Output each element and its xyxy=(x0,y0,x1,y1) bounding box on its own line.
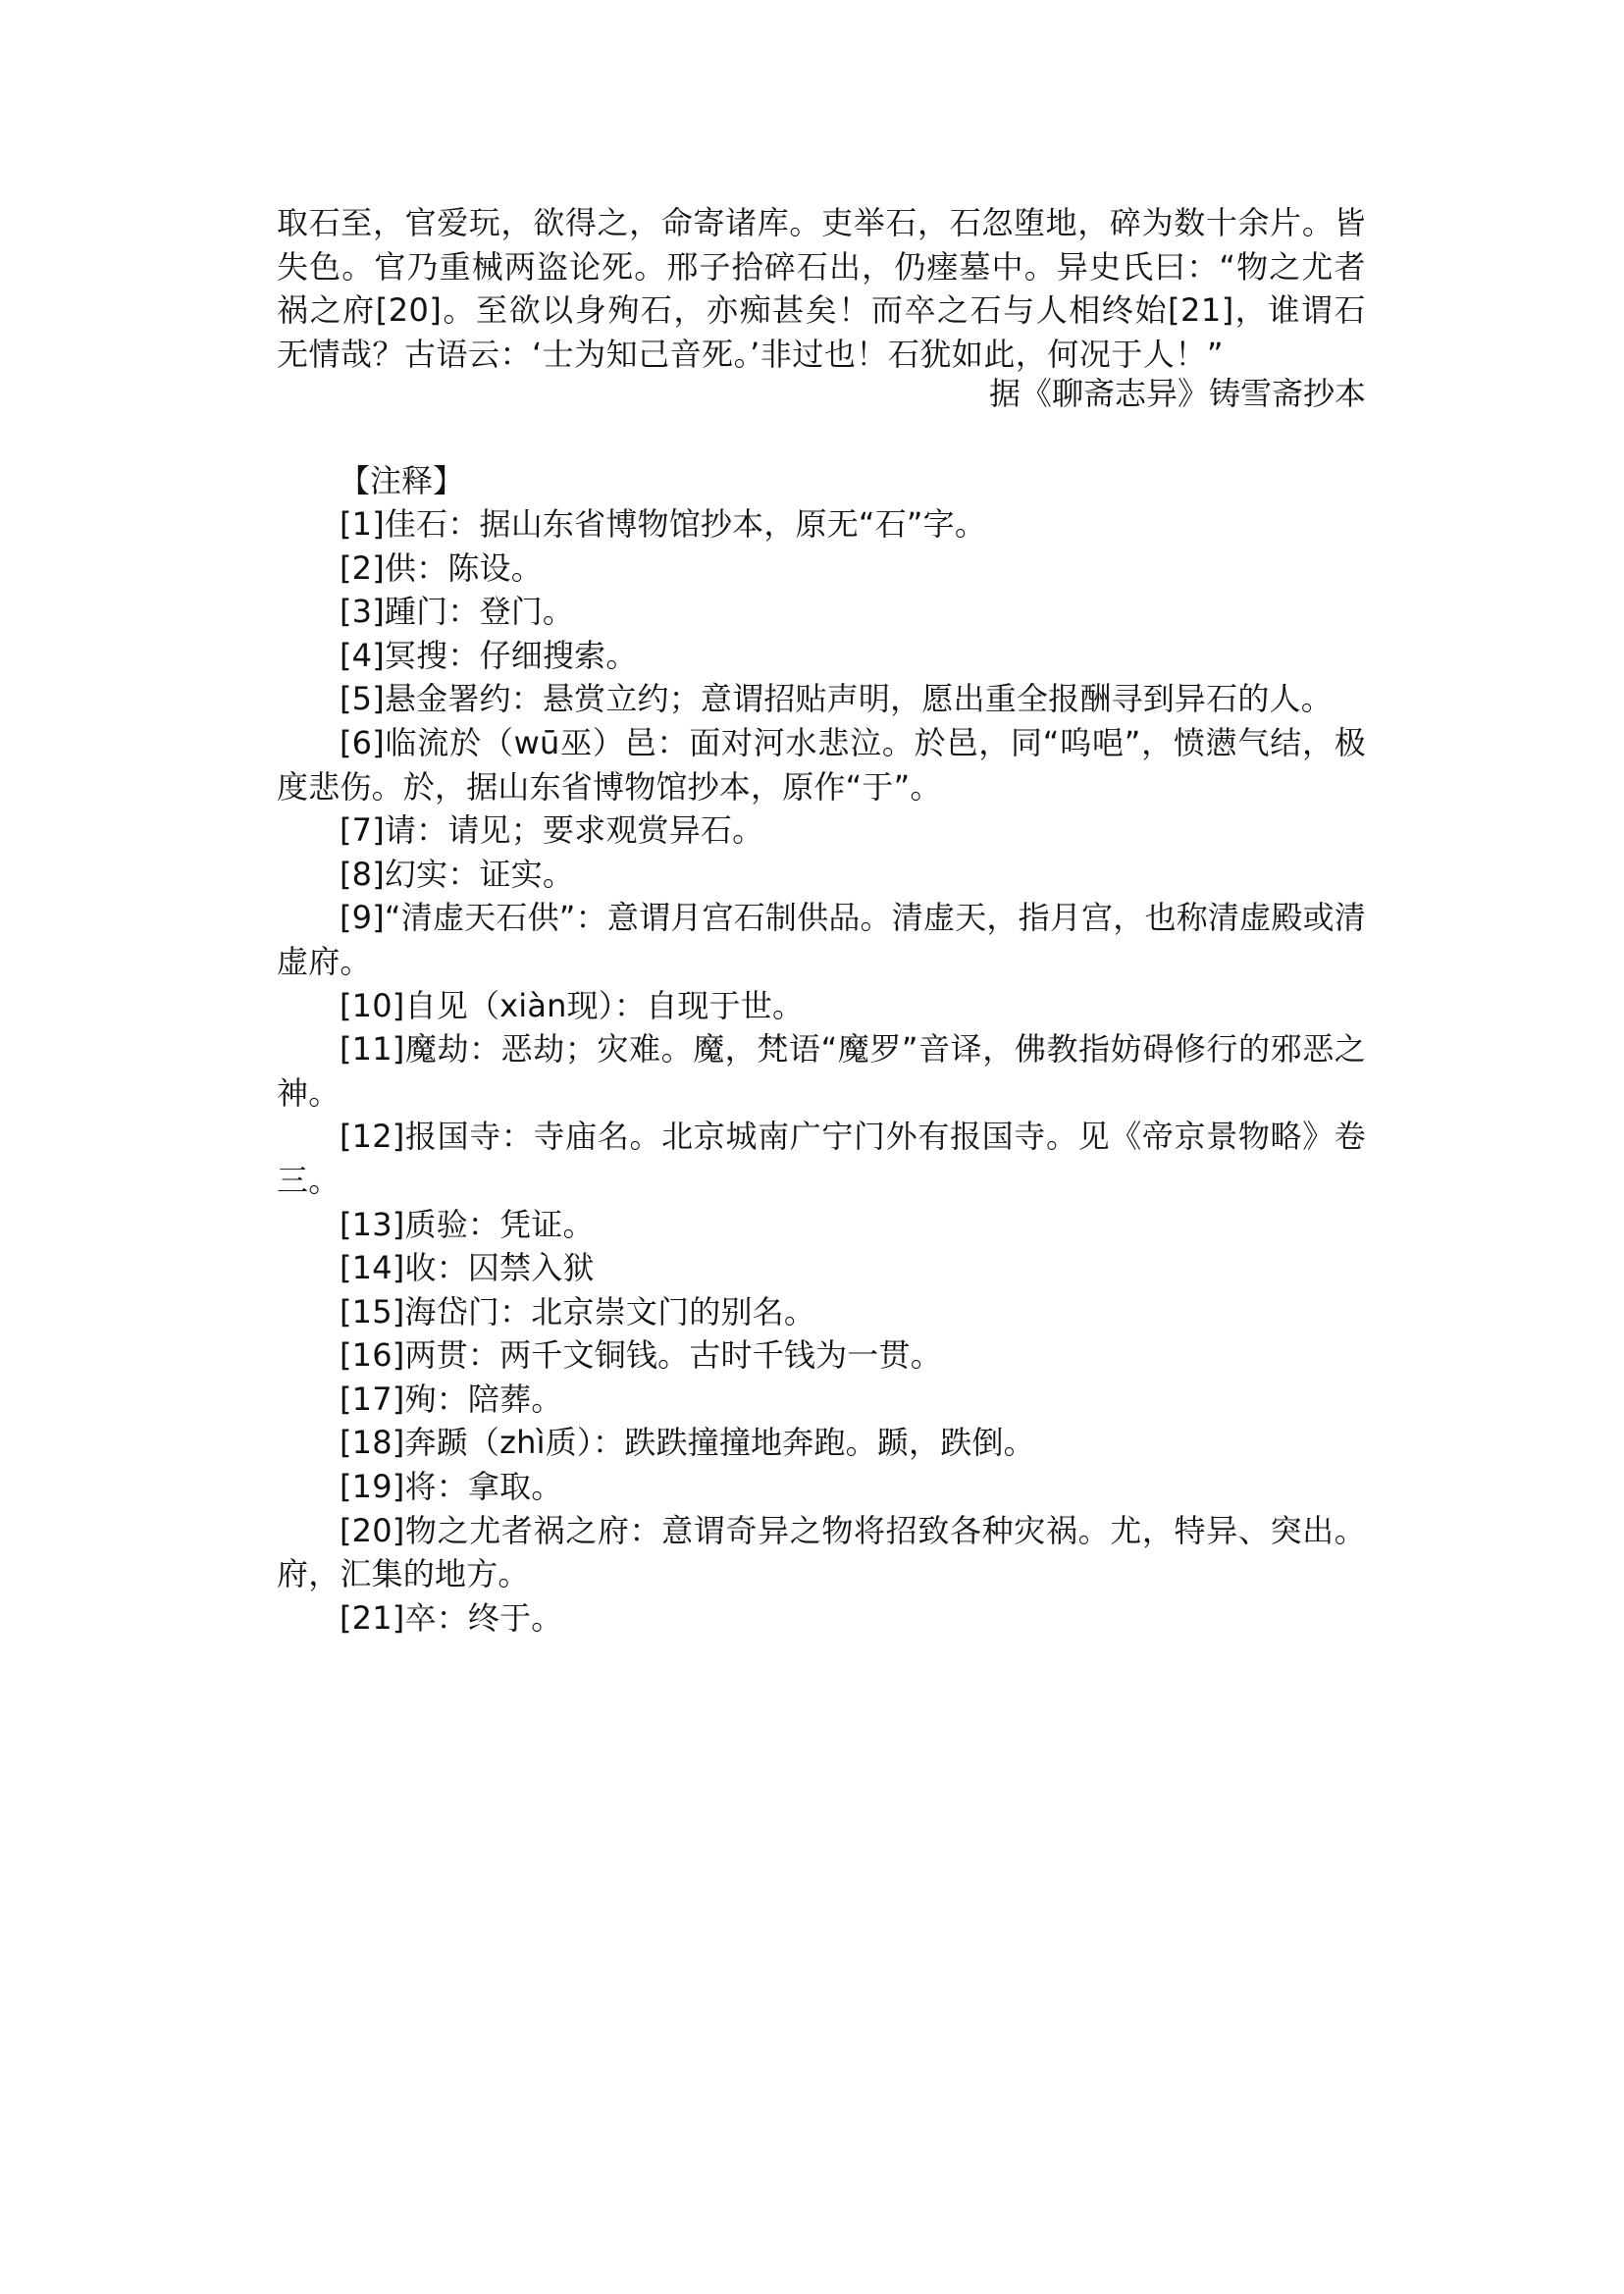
note-item: [19]将：拿取。 xyxy=(340,1468,563,1506)
note-item: [17]殉：陪葬。 xyxy=(340,1380,563,1418)
note-item: [2]供：陈设。 xyxy=(340,548,543,587)
note-item: [15]海岱门：北京崇文门的别名。 xyxy=(340,1292,816,1330)
source-citation: 据《聊斋志异》铸雪斋抄本 xyxy=(988,375,1366,412)
note-item: [9]“清虚天石供”：意谓月宫石制供品。清虚天，指月宫，也称清虚殿或清虚府。 xyxy=(277,899,1366,980)
note-item: [13]质验：凭证。 xyxy=(340,1205,595,1243)
note-item: [21]卒：终于。 xyxy=(340,1598,563,1637)
note-item: [11]魔劫：恶劫；灾难。魔，梵语“魔罗”音译，佛教指妨碍修行的邪恶之神。 xyxy=(277,1030,1366,1112)
note-item: [7]请：请见；要求观赏异石。 xyxy=(340,811,764,850)
note-item: [10]自见（xiàn现）：自现于世。 xyxy=(340,986,805,1024)
note-item: [8]幻实：证实。 xyxy=(340,855,575,893)
story-paragraph: 取石至，官爱玩，欲得之，命寄诸库。吏举石，石忽堕地，碎为数十余片。皆失色。官乃重械两盗论死。邢子拾碎石出，仍瘗墓中。异史氏曰：“物之尤者祸之府[20]。至欲以身殉石，亦痴甚矣！而卒之石与人相终始[21]，谁谓石无情哉？古语云：‘士为知己音死。’非过也！石犹如此，何况于人！” xyxy=(277,204,1366,373)
note-item: [5]悬金署约：悬赏立约；意谓招贴声明，愿出重全报酬寻到异石的人。 xyxy=(340,680,1333,718)
note-item: [4]冥搜：仔细搜索。 xyxy=(340,636,638,674)
note-item: [16]两贯：两千文铜钱。古时千钱为一贯。 xyxy=(340,1336,942,1375)
notes-heading: 【注释】 xyxy=(339,462,465,499)
note-item: [18]奔踬（zhì质）：跌跌撞撞地奔跑。踬，跌倒。 xyxy=(340,1424,1035,1462)
note-item: [1]佳石：据山东省博物馆抄本，原无“石”字。 xyxy=(340,505,987,543)
note-item: [3]踵门：登门。 xyxy=(340,593,575,631)
note-item: [12]报国寺：寺庙名。北京城南广宁门外有报国寺。见《帝京景物略》卷三。 xyxy=(277,1118,1366,1199)
note-item: [20]物之尤者祸之府：意谓奇异之物将招致各种灾祸。尤，特异、突出。府，汇集的地方。 xyxy=(277,1511,1366,1593)
note-item: [6]临流於（wū巫）邑：面对河水悲泣。於邑，同“呜唈”，愤懑气结，极度悲伤。於，据山东省博物馆抄本，原作“于”。 xyxy=(277,723,1366,806)
note-item: [14]收：囚禁入狱 xyxy=(340,1249,595,1287)
notes-list xyxy=(277,502,1366,1640)
